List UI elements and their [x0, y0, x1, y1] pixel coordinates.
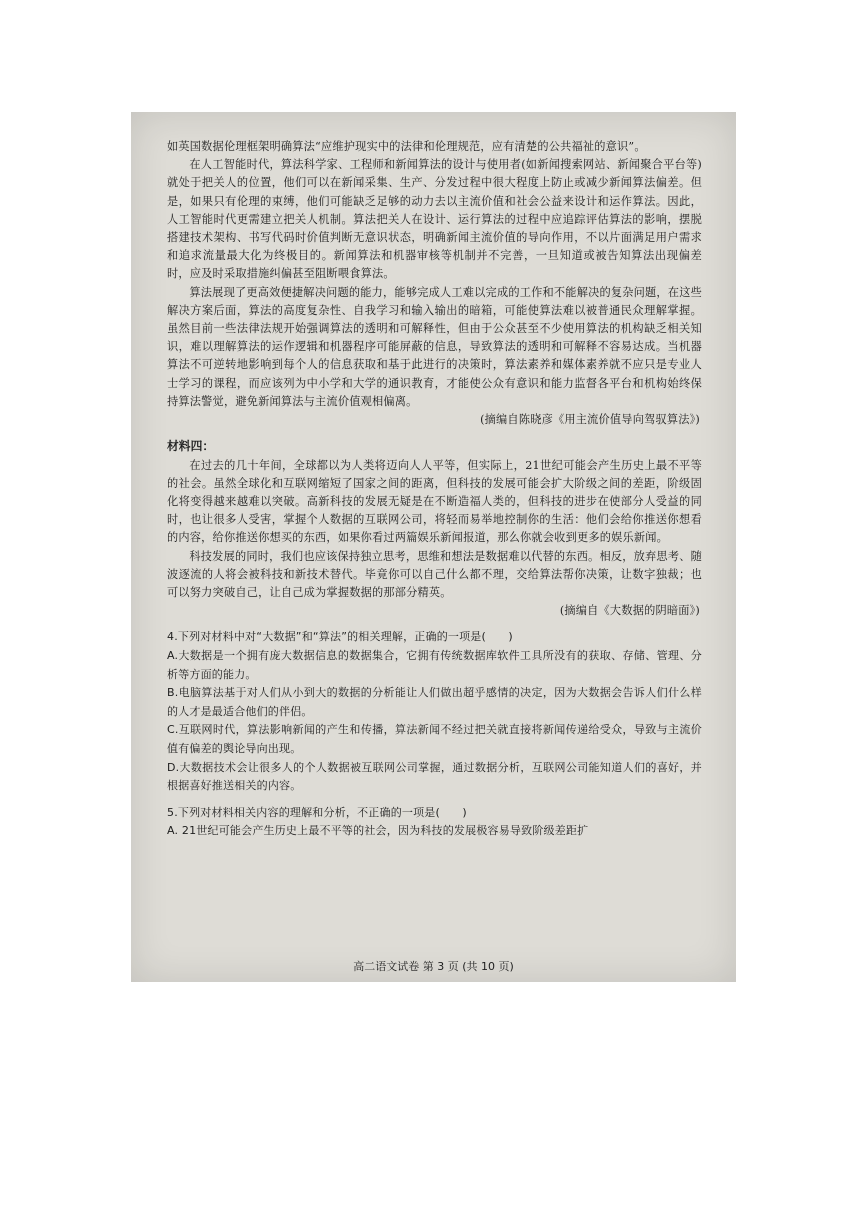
question-4-option-d: D.大数据技术会让很多人的个人数据被互联网公司掌握，通过数据分析，互联网公司能知道人们的喜好，并根据喜好推送相关的内容。 — [167, 760, 702, 793]
page-content — [167, 138, 702, 841]
question-5 — [167, 804, 702, 841]
paragraph-3: 算法展现了更高效便捷解决问题的能力，能够完成人工难以完成的工作和不能解决的复杂问题，在这些解决方案后面，算法的高度复杂性、自我学习和输入输出的暗箱，可能使算法难以被普通民众理解掌握。虽然目前一些法律法规开始强调算法的透明和可解释性，但由于公众甚至不少使用算法的机构缺乏相关知识，难以理解算法的运作逻辑和机器程序可能屏蔽的信息，导致算法的透明和可解释不容易达成。当机器算法不可逆转地影响到每个人的信息获取和基于此进行的决策时，算法素养和媒体素养就不应只是专业人士学习的课程，而应该列为中小学和大学的通识教育，才能使公众有意识和能力监督各平台和机构始终保持算法警觉，避免新闻算法与主流价值观相偏离。 — [167, 285, 702, 408]
question-5-option-a: A. 21世纪可能会产生历史上最不平等的社会，因为科技的发展极容易导致阶级差距扩 — [167, 824, 589, 838]
page-footer: 高二语文试卷 第 3 页 (共 10 页) — [353, 960, 514, 973]
paragraph-5: 科技发展的同时，我们也应该保持独立思考，思维和想法是数据难以代替的东西。相反，放弃思考、随波逐流的人将会被科技和新技术替代。毕竟你可以自己什么都不理，交给算法帮你决策，让数字独裁；也可以努力突破自己，让自己成为掌握数据的那部分精英。 — [167, 549, 702, 600]
source-citation-1: (摘编自陈晓彦《用主流价值导向驾驭算法》) — [480, 413, 700, 427]
scanned-exam-page — [131, 112, 736, 982]
question-4-option-b: B.电脑算法基于对人们从小到大的数据的分析能让人们做出超乎感情的决定，因为大数据会告诉人们什么样的人才是最适合他们的伴侣。 — [167, 686, 702, 718]
question-5-stem: 5.下列对材料相关内容的理解和分析，不正确的一项是( ) — [167, 805, 467, 819]
paragraph-1: 如英国数据伦理框架明确算法“应维护现实中的法律和伦理规范，应有清楚的公共福祉的意识”。 — [167, 140, 646, 153]
paragraph-2: 在人工智能时代，算法科学家、工程师和新闻算法的设计与使用者(如新闻搜索网站、新闻聚合平台等)就处于把关人的位置，他们可以在新闻采集、生产、分发过程中很大程度上防止或减少新闻算法偏差。但是，如果只有伦理的束缚，他们可能缺乏足够的动力去以主流价值和社会公益来设计和运作算法。因此，人工智能时代更需建立把关人机制。算法把关人在设计、运行算法的过程中应追踪评估算法的影响，摆脱搭建技术架构、书写代码时价值判断无意识状态，明确新闻主流价值的导向作用，不以片面满足用户需求和追求流量最大化为终极目的。新闻算法和机器审核等机制并不完善，一旦知道或被告知算法出现偏差时，应及时采取措施纠偏甚至阻断喂食算法。 — [167, 158, 702, 281]
question-4-stem: 4.下列对材料中对“大数据”和“算法”的相关理解，正确的一项是( ) — [167, 630, 513, 644]
material-four-heading: 材料四： — [167, 439, 215, 454]
paragraph-4: 在过去的几十年间，全球都以为人类将迈向人人平等，但实际上，21世纪可能会产生历史上最不平等的社会。虽然全球化和互联网缩短了国家之间的距离，但科技的发展可能会扩大阶级之间的差距，阶级固化将变得越来越难以突破。高新科技的发展无疑是在不断造福人类的，但科技的进步在使部分人受益的同时，也让很多人受害，掌握个人数据的互联网公司，将轻而易举地控制你的生活：他们会给你推送你想看的内容，给你推送你想买的东西，如果你看过两篇娱乐新闻报道，那么你就会收到更多的娱乐新闻。 — [167, 458, 702, 545]
question-4 — [167, 628, 702, 795]
question-4-option-a: A.大数据是一个拥有庞大数据信息的数据集合，它拥有传统数据库软件工具所没有的获取、存储、管理、分析等方面的能力。 — [167, 649, 702, 681]
question-4-option-c: C.互联网时代，算法影响新闻的产生和传播，算法新闻不经过把关就直接将新闻传递给受众，导致与主流价值有偏差的舆论导向出现。 — [167, 723, 702, 756]
source-citation-2: (摘编自《大数据的阴暗面》) — [559, 604, 700, 618]
